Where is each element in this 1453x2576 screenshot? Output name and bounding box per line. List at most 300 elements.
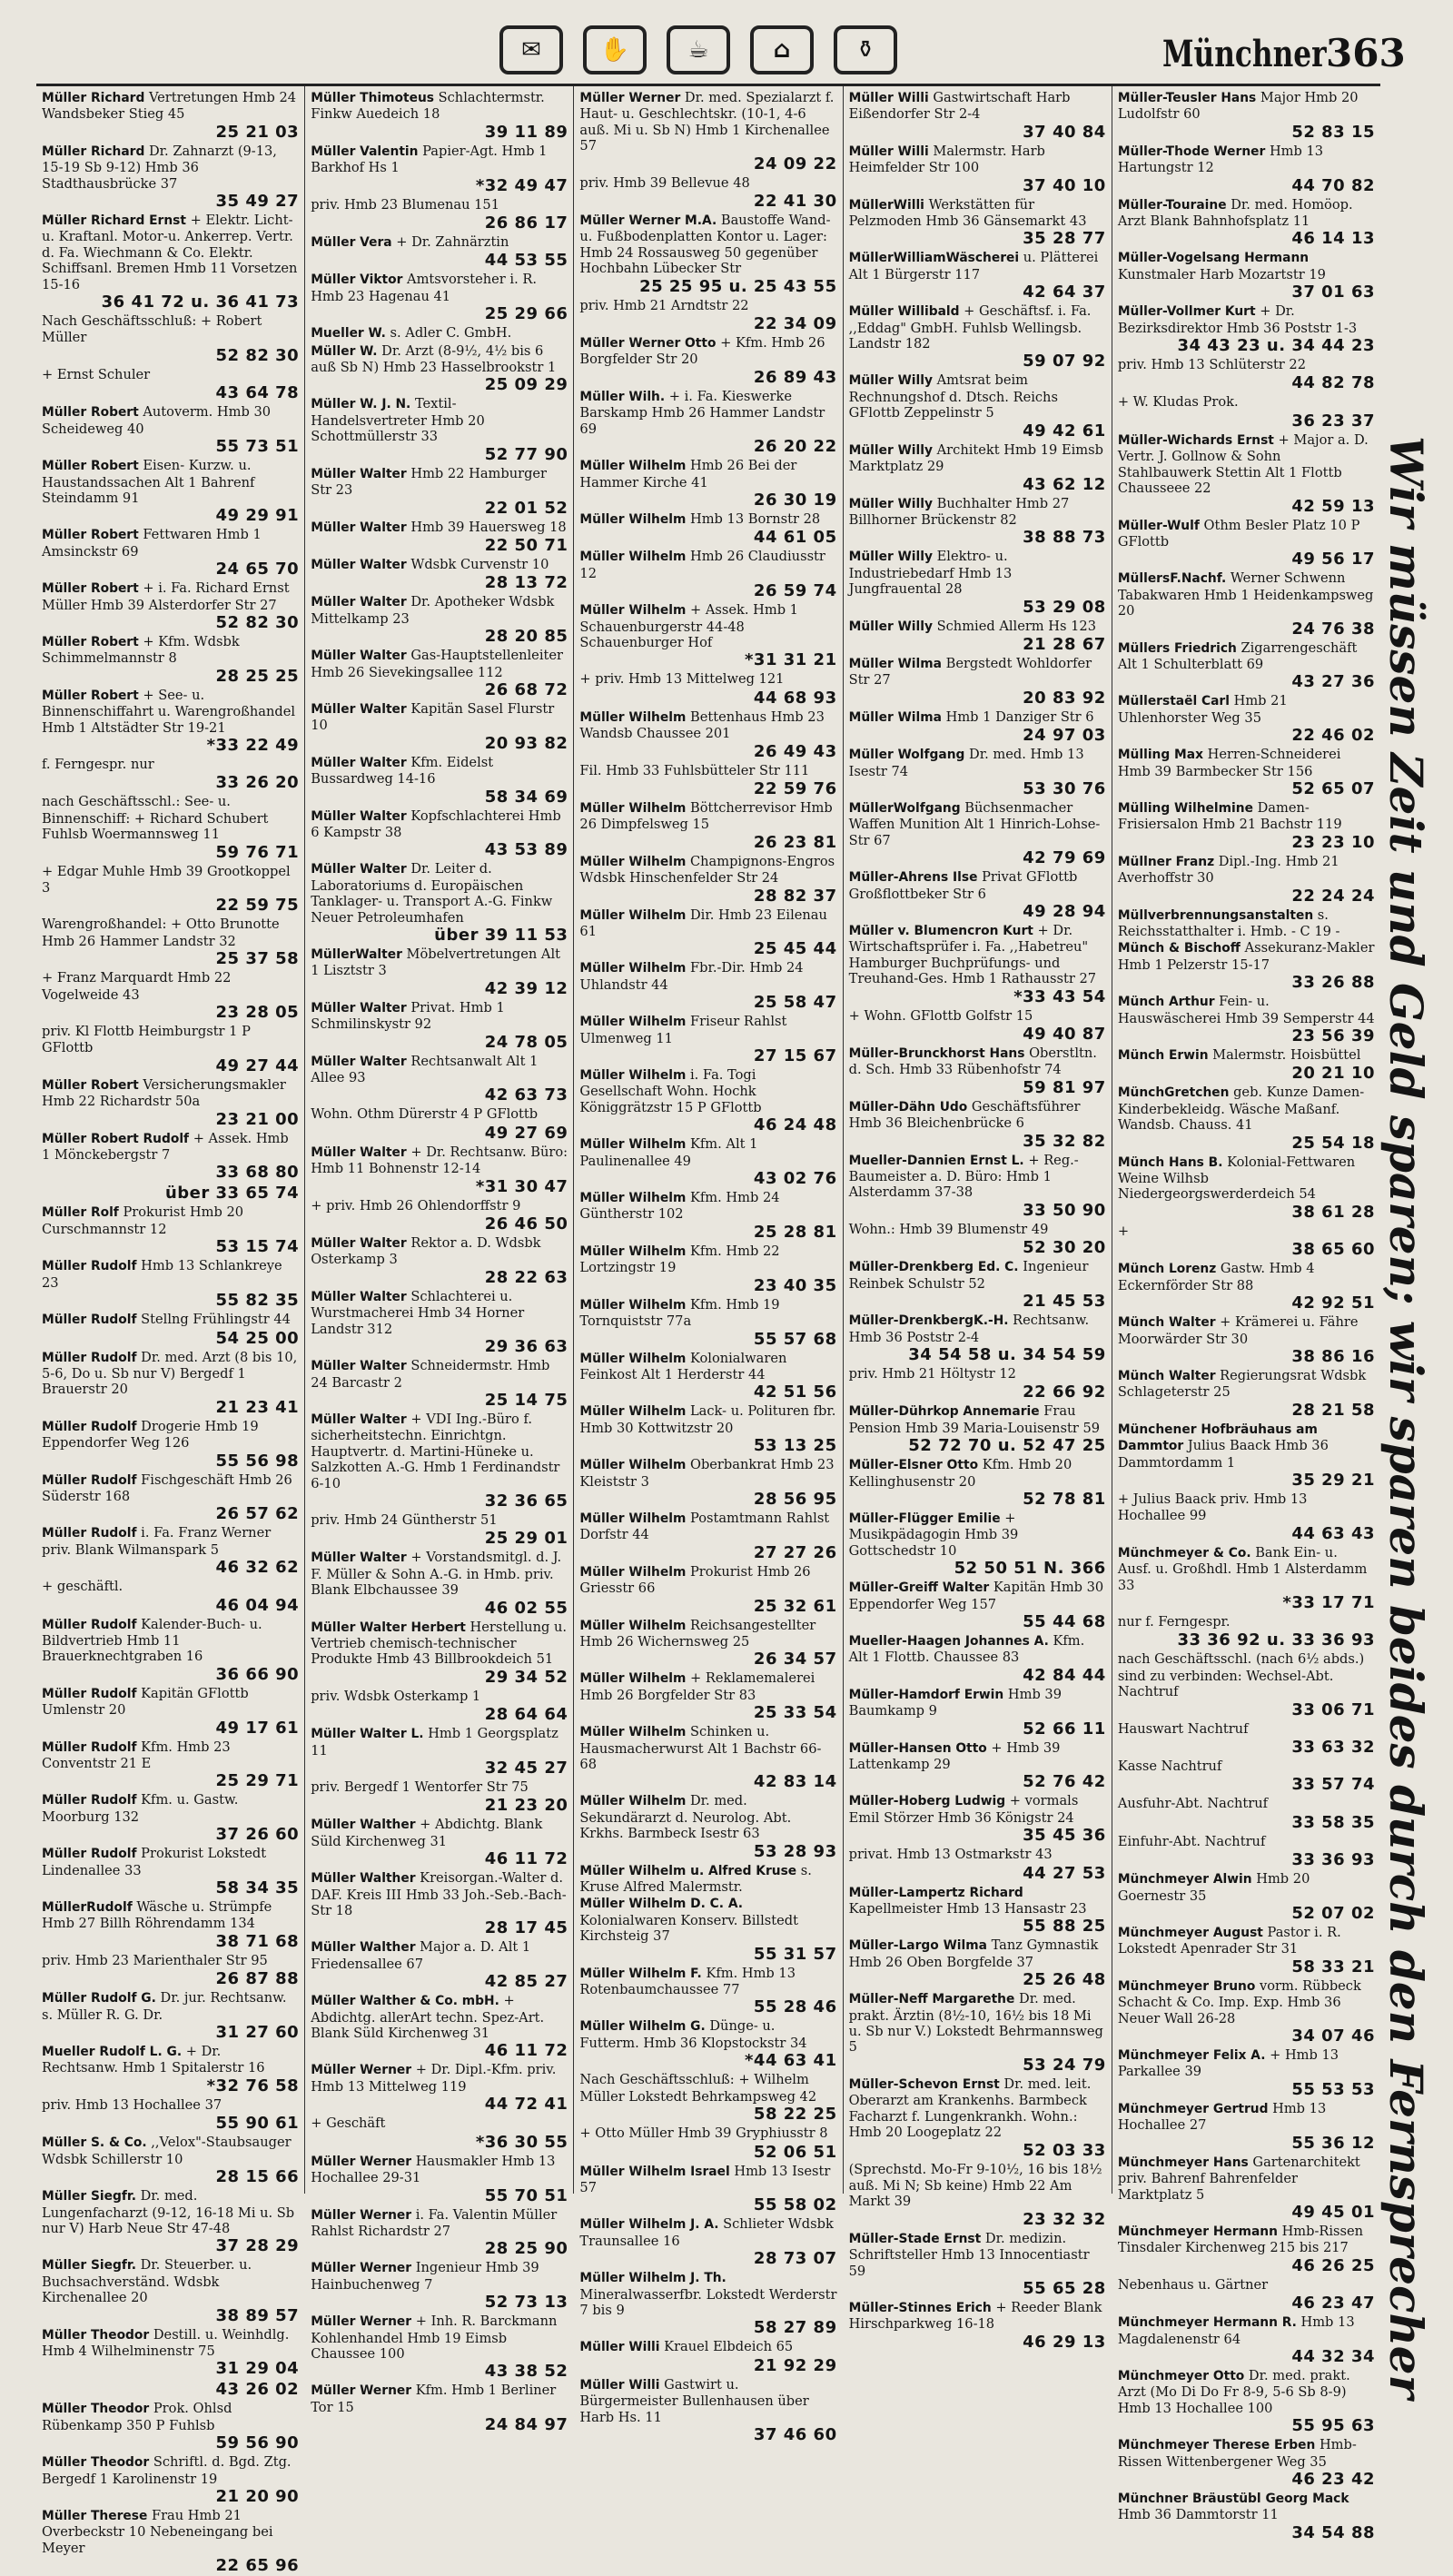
directory-entry	[849, 1403, 1106, 1456]
directory-entry	[1118, 1871, 1375, 1924]
entry-phone: 59 76 71	[215, 842, 300, 862]
entry-name: Müller Rudolf	[42, 1686, 137, 1701]
entry-phone: 25 25 95 u. 25 43 55	[639, 276, 837, 296]
entry-phone: 55 36 12	[1291, 2133, 1376, 2153]
entry-details: + Kfm. Hmb 26 Borgfelder Str 20	[579, 335, 825, 368]
entry-phone: 27 27 26	[753, 1542, 837, 1562]
entry-name: Müller Viktor	[311, 272, 403, 288]
directory-entry	[1118, 2047, 1375, 2100]
entry-phone: 49 40 87	[1023, 1025, 1106, 1045]
directory-entry	[849, 1740, 1106, 1793]
entry-phone: 25 29 01	[484, 1529, 568, 1549]
entry-details: Warengroßhandel: + Otto Brunotte Hmb 26 Hammer Landstr 32	[42, 916, 280, 949]
entry-details: Vertretungen Hmb 24 Wandsbeker Stieg 45	[42, 90, 297, 123]
entry-name: Müller Rudolf	[42, 1793, 137, 1808]
entry-details: Gas-Hauptstellenleiter Hmb 26 Sievekingsallee 112	[311, 648, 563, 680]
entry-phone: 34 43 23 u. 34 44 23	[1177, 336, 1376, 356]
entry-phone: 31 27 60	[215, 2023, 300, 2043]
entry-name: Müller Wilhelm	[579, 1404, 687, 1420]
entry-phone: 42 83 14	[753, 1772, 837, 1792]
entry-phone: 59 07 92	[1023, 352, 1106, 372]
directory-entry	[579, 960, 836, 1013]
entry-phone: 52 65 07	[1291, 778, 1376, 798]
entry-phone: 55 56 98	[215, 1451, 300, 1471]
entry-phone: 24 09 22	[753, 154, 837, 173]
entry-details: Architekt Hmb 19 Eimsb Marktplatz 29	[848, 441, 1103, 475]
entry-details: Drogerie Hmb 19 Eppendorfer Weg 126	[42, 1418, 259, 1451]
entry-details: Destill. u. Weinhdlg. Hmb 4 Wilhelminenstr 75	[42, 2326, 290, 2359]
entry-details: Herren-Schneiderei Hmb 39 Barmbecker Str 156	[1117, 747, 1341, 779]
directory-entry	[1118, 854, 1375, 907]
entry-details: Nach Geschäftsschluß: + Robert Müller	[42, 313, 262, 346]
entry-name: Müller Wilhelm	[579, 854, 687, 869]
entry-phone: 53 30 76	[1023, 778, 1106, 798]
entry-details: Frau Hmb 21 Overbeckstr 10 Nebeneingang bei Meyer	[42, 2507, 273, 2556]
entry-name: Müller Walter	[311, 1289, 407, 1304]
entry-name: Münch Lorenz	[1117, 1262, 1217, 1277]
entry-name: Müller Rudolf	[42, 1739, 137, 1755]
entry-name: Müller Walther	[311, 1818, 416, 1833]
entry-phone: *32 49 47	[475, 175, 568, 195]
entry-name: Müller-Stade Ernst	[848, 2231, 982, 2246]
entry-phone: 46 32 62	[215, 1558, 300, 1578]
entry-phone: 42 59 13	[1291, 496, 1376, 516]
entry-details: s. Adler C. GmbH.	[390, 325, 512, 342]
directory-entry	[849, 800, 1106, 868]
entry-name: Müller Walter	[311, 862, 407, 877]
entry-name: MüllerWalter	[311, 947, 402, 962]
directory-entry	[42, 757, 299, 793]
entry-name: Müller Walter	[311, 808, 407, 824]
entry-details: + Reklamemalerei Hmb 26 Borgfelder Str 83	[579, 1670, 815, 1703]
entry-details: + Dr. Zahnärztin	[396, 234, 509, 251]
entry-name: Müller Willy	[848, 550, 933, 565]
entry-details: + Franz Marquardt Hmb 22 Vogelweide 43	[42, 970, 232, 1003]
directory-entry	[311, 1620, 568, 1688]
entry-name: MüllerWilliamWäscherei	[848, 251, 1020, 266]
entry-name: Münchmeyer Otto	[1117, 2368, 1245, 2383]
entry-phone: 55 58 02	[753, 2195, 837, 2215]
entry-phone: 42 64 37	[1023, 282, 1106, 302]
entry-phone: 22 46 02	[1291, 726, 1376, 746]
entry-name: Münchmeyer Hans	[1117, 2155, 1249, 2170]
entry-details: + Ernst Schuler	[42, 366, 151, 382]
page-header	[36, 20, 1406, 86]
directory-entry	[42, 1312, 299, 1348]
directory-entry	[42, 313, 299, 366]
entry-name: Müller Werner	[311, 2261, 412, 2276]
directory-entry	[42, 90, 299, 143]
directory-entry	[1118, 1978, 1375, 2046]
directory-entry	[1118, 90, 1375, 143]
directory-entry	[849, 869, 1106, 922]
entry-details: Werner Schwenn Tabakwaren Hmb 1 Heidenkampsweg 20	[1117, 570, 1374, 619]
directory-entry	[579, 1243, 836, 1296]
header-city: Münchner	[1162, 33, 1327, 75]
entry-name: Müllner Franz	[1117, 854, 1215, 869]
entry-phone: *31 31 21	[745, 650, 837, 670]
entry-details: + Inh. R. Barckmann Kohlenhandel Hmb 19 Eimsb Chaussee 100	[311, 2313, 558, 2362]
entry-phone: 33 58 35	[1291, 1812, 1376, 1832]
directory-entry	[849, 1313, 1106, 1365]
entry-details: priv. Hmb 21 Höltystr 12	[848, 1365, 1016, 1382]
entry-name: Müller Wilhelm	[579, 709, 687, 725]
entry-phone: 25 29 71	[215, 1771, 300, 1791]
entry-details: Bank Ein- u. Ausf. u. Großhdl. Hmb 1 Alsterdamm 33	[1117, 1544, 1368, 1593]
entry-name: Müller Walter	[311, 520, 407, 535]
entry-name: Mueller-Haagen Johannes A.	[848, 1633, 1049, 1649]
entry-details: Kolonialwaren Konserv. Billstedt Kirchsteig 37	[579, 1912, 798, 1945]
entry-name: Müller Rudolf	[42, 1350, 137, 1365]
entry-phone: *33 43 54	[1013, 986, 1106, 1006]
directory-entry	[1118, 1261, 1375, 1313]
entry-details: Dir. Hmb 23 Eilenau 61	[579, 907, 827, 939]
entry-details: priv. Hmb 13 Hochallee 37	[42, 2096, 222, 2113]
entry-name: Müller Wilhelm F.	[579, 1966, 702, 1981]
entry-phone: über 39 11 53	[434, 926, 568, 945]
entry-phone: 43 02 76	[753, 1169, 837, 1189]
entry-phone: 49 45 01	[1291, 2202, 1376, 2222]
entry-name: Müller-Neff Margarethe	[848, 1992, 1015, 2007]
entry-name: Müller Walter	[311, 466, 407, 481]
entry-phone: *33 22 49	[206, 735, 300, 755]
entry-phone: 28 20 85	[484, 627, 568, 647]
directory-entry	[311, 1000, 568, 1053]
entry-phone: 52 50 51 N. 366	[954, 1559, 1106, 1579]
directory-entry	[311, 2260, 568, 2313]
entry-phone: 25 26 48	[1023, 1970, 1106, 1990]
entry-phone: 27 15 67	[753, 1046, 837, 1066]
entry-phone: 33 57 74	[1291, 1775, 1376, 1795]
entry-details: Elektro- u. Industriebedarf Hmb 13 Jungfrauental 28	[848, 549, 1013, 598]
entry-name: Müller Robert	[42, 688, 139, 703]
entry-phone: 22 24 24	[1291, 886, 1376, 906]
directory-entry	[579, 602, 836, 670]
entry-phone: 25 32 61	[753, 1596, 837, 1616]
entry-name: Müller Wolfgang	[848, 748, 965, 763]
entry-phone: 44 72 41	[484, 2095, 568, 2115]
entry-name: Müller-Hansen Otto	[848, 1740, 987, 1756]
entry-details: + Major a. D. Vertr. J. Gollnow & Sohn Stahlbauwerk Stettin Alt 1 Flottb Chausseee 22	[1117, 431, 1369, 497]
entry-details: Kunstmaler Harb Mozartstr 19	[1117, 266, 1326, 282]
directory-entry	[849, 1153, 1106, 1221]
entry-details: Dr. med. Sekundärarzt d. Neurolog. Abt. Krkhs. Barmbeck Isestr 63	[579, 1793, 792, 1842]
entry-details: + Abdichtg. allerArt techn. Spez-Art. Blank Süld Kirchenweg 31	[311, 1993, 545, 2042]
entry-phone: 55 44 68	[1023, 1611, 1106, 1631]
entry-phone: 58 34 69	[484, 787, 568, 807]
entry-phone: 55 28 46	[753, 1997, 837, 2017]
entry-name: Müller Werner	[311, 2207, 412, 2223]
entry-phone: 32 36 65	[484, 1491, 568, 1511]
entry-details: Böttcherrevisor Hmb 26 Dimpfelsweg 15	[579, 799, 833, 833]
entry-details: Hmb 22 Hamburger Str 23	[311, 465, 548, 499]
jar-icon: ⚱	[834, 25, 897, 74]
entry-phone: 34 54 88	[1291, 2522, 1376, 2542]
directory-entry	[579, 335, 836, 388]
entry-details: + Otto Müller Hmb 39 Gryphiusstr 8	[579, 2125, 828, 2142]
entry-phone: 44 68 93	[753, 688, 837, 708]
entry-phone: 26 59 74	[753, 581, 837, 601]
entry-phone: 21 28 67	[1023, 634, 1106, 654]
entry-phone: 20 93 82	[484, 733, 568, 753]
directory-entry	[311, 594, 568, 647]
directory-entry	[1118, 940, 1375, 993]
envelope-icon: ✉	[499, 25, 563, 74]
directory-entry	[42, 970, 299, 1023]
entry-details: Dr. Apotheker Wdsbk Mittelkamp 23	[311, 594, 555, 627]
directory-entry	[849, 1366, 1106, 1402]
directory-entry	[311, 1289, 568, 1357]
entry-name: Münch Walter	[1117, 1368, 1216, 1383]
entry-name: Müller Walther	[311, 1871, 416, 1887]
entry-name: Müller Walter	[311, 755, 407, 770]
entry-name: Müller Wilhelm	[579, 1351, 687, 1366]
entry-phone: 22 41 30	[753, 192, 837, 212]
directory-entry	[849, 2162, 1106, 2230]
entry-phone: 37 26 60	[215, 1825, 300, 1845]
entry-details: Dr. med. Spezialarzt f. Haut- u. Geschlechtskr. (10-1, 4-6 auß. Mi u. Sb N) Hmb 1 Kirchenallee 57	[579, 90, 835, 154]
entry-name: Müller Walter	[311, 1236, 407, 1252]
entry-name: Münch Hans B.	[1117, 1154, 1223, 1170]
directory-entry	[311, 2313, 568, 2382]
entry-details: Ausfuhr-Abt. Nachtruf	[1117, 1796, 1269, 1812]
entry-details: u. Plätterei Alt 1 Bürgerstr 117	[848, 250, 1099, 282]
entry-phone: 33 68 80	[215, 1163, 300, 1183]
directory-entry	[42, 2380, 299, 2400]
directory-entry	[1118, 1085, 1375, 1153]
entry-name: Müller Richard	[42, 91, 145, 105]
entry-phone: 24 65 70	[215, 560, 300, 580]
entry-phone: 26 68 72	[484, 679, 568, 699]
entry-name: Müller-Wichards Ernst	[1117, 432, 1274, 448]
entry-details: Gastwirt u. Bürgermeister Bullenhausen über Harb Hs. 11	[579, 2376, 809, 2425]
entry-name: Müller Therese	[42, 2508, 148, 2523]
entry-details: + Elektr. Licht- u. Kraftanl. Motor-u. Ankerrep. Vertr. d. Fa. Wiechmann & Co. Elektr. Schiffsanl. Bremen Hmb 11 Vorsetzen 15-16	[42, 213, 298, 292]
entry-details: Prokurist Lokstedt Lindenallee 33	[42, 1846, 267, 1878]
entry-phone: 25 21 03	[215, 122, 300, 142]
directory-entry	[849, 442, 1106, 495]
entry-name: Müller Wilhelm	[579, 511, 687, 527]
directory-entry	[579, 2125, 836, 2162]
entry-phone: 58 22 25	[753, 2105, 837, 2125]
entry-details: + vormals Emil Störzer Hmb 36 Königstr 24	[848, 1793, 1079, 1826]
directory-entry	[579, 298, 836, 334]
directory-entry	[1118, 1047, 1375, 1084]
entry-phone: 55 57 68	[753, 1329, 837, 1349]
entry-phone: 28 82 37	[753, 886, 837, 906]
entry-details: Dr. med. leit. Oberarzt am Krankenhs. Barmbeck Facharzt f. Lungenkrankh. Wohn.: Hmb 20 Loogeplatz 22	[848, 2076, 1092, 2141]
directory-entry	[311, 520, 568, 556]
entry-name: Müller Theodor	[42, 2455, 150, 2471]
entry-name: Müller Werner	[311, 2383, 412, 2399]
directory-entry	[42, 1350, 299, 1418]
entry-name: Mülling Wilhelmine	[1117, 800, 1253, 816]
directory-entry	[1118, 570, 1375, 639]
directory-entry	[579, 1457, 836, 1510]
entry-phone: 58 27 89	[753, 2318, 837, 2338]
entry-details: Dr. Zahnarzt (9-13, 15-19 Sb 9-12) Hmb 36 Stadthausbrücke 37	[42, 143, 277, 192]
entry-phone: 26 87 88	[215, 1969, 300, 1989]
entry-phone: 31 29 04	[215, 2359, 300, 2379]
entry-name: Müller-Hoberg Ludwig	[848, 1794, 1006, 1809]
entry-name: Müller Wilhelm u. Alfred Kruse	[579, 1863, 797, 1878]
directory-entry	[1118, 1759, 1375, 1795]
entry-name: Müller-Stinnes Erich	[848, 2300, 992, 2315]
entry-name: Müller Robert Rudolf	[42, 1131, 190, 1146]
directory-entry	[849, 303, 1106, 372]
directory-entry	[849, 372, 1106, 441]
entry-phone: 33 26 88	[1291, 973, 1376, 993]
entry-details: Schriftl. d. Bgd. Ztg. Bergedf 1 Karolinenstr 19	[42, 2454, 292, 2487]
entry-details: Pastor i. R. Lokstedt Apenrader Str 31	[1117, 1925, 1341, 1957]
entry-phone: 21 23 20	[484, 1796, 568, 1816]
entry-name: Müller Siegfr.	[42, 2189, 136, 2204]
entry-details: Ingenieur Reinbek Schulstr 52	[848, 1259, 1089, 1292]
entry-details: priv. Hmb 39 Bellevue 48	[579, 174, 750, 191]
directory-entry	[849, 1511, 1106, 1579]
entry-phone: 26 34 57	[753, 1650, 837, 1669]
entry-details: Hmb 21 Uhlenhorster Weg 35	[1117, 693, 1288, 726]
entry-name: MüllerWolfgang	[848, 800, 961, 816]
directory-entry	[579, 511, 836, 548]
directory-entry	[1118, 432, 1375, 517]
directory-entry	[849, 923, 1106, 1007]
entry-details: Major Hmb 20 Ludolfstr 60	[1117, 90, 1359, 123]
directory-entry	[579, 175, 836, 212]
directory-entry	[42, 1258, 299, 1311]
entry-name: Müller-DrenkbergK.-H.	[848, 1313, 1009, 1329]
entry-name: Müllverbrennungsanstalten	[1117, 907, 1314, 923]
entry-name: Münch & Bischoff	[1117, 941, 1240, 956]
entry-details: + Abdichtg. Blank Süld Kirchenweg 31	[311, 1817, 543, 1849]
entry-details: Werkstätten für Pelzmoden Hmb 36 Gänsemarkt 43	[848, 196, 1087, 230]
entry-details: Hmb 13 Hartungstr 12	[1117, 143, 1324, 176]
entry-details: Dr. med. Lungenfacharzt (9-12, 16-18 Mi u. Sb nur V) Harb Neue Str 47-48	[42, 2188, 295, 2236]
entry-name: Müller Walter	[311, 649, 407, 664]
entry-details: Kolonial-Fettwaren Weine Wilhsb Niedergeorgswerderdeich 54	[1117, 1154, 1356, 1203]
entry-name: MünchGretchen	[1117, 1085, 1230, 1101]
entry-phone: 46 23 47	[1291, 2294, 1376, 2313]
entry-name: Müller-Hamdorf Erwin	[848, 1687, 1004, 1702]
entry-phone: 49 28 94	[1023, 902, 1106, 921]
pictogram-row	[499, 25, 897, 74]
entry-details: Julius Baack Hmb 36 Dammtordamm 1	[1117, 1438, 1329, 1471]
entry-details: Dünge- u. Futterm. Hmb 36 Klopstockstr 34	[579, 2018, 807, 2051]
entry-name: Müller Walter	[311, 595, 407, 610]
entry-details: Kasse Nachtruf	[1117, 1759, 1222, 1774]
entry-name: Müller Wilhelm	[579, 1191, 687, 1206]
entry-details: Zigarrengeschäft Alt 1 Schulterblatt 69	[1117, 639, 1358, 672]
entry-details: Bettenhaus Hmb 23 Wandsb Chaussee 201	[579, 708, 825, 742]
directory-entry	[849, 1580, 1106, 1632]
entry-phone: 42 85 27	[484, 1972, 568, 1992]
entry-details: Hmb 26 Bei der Hammer Kirche 41	[579, 458, 797, 490]
entry-details: + Reg.-Baumeister a. D. Büro: Hmb 1 Alsterdamm 37-38	[848, 1152, 1079, 1201]
entry-details: Dr. med. prakt. Ärztin (8½-10, 16½ bis 18 Mi u. Sb nur V.) Lokstedt Behrmannsweg 5	[848, 1991, 1103, 2056]
entry-details: + Geschäftsf. i. Fa. ,,Eddag" GmbH. Fuhlsb Wellingsb. Landstr 182	[848, 303, 1092, 352]
directory-entry	[311, 1870, 568, 1938]
entry-name: Müller Wilhelm	[579, 1725, 687, 1740]
entry-phone: 38 89 57	[215, 2305, 300, 2325]
entry-details: Gastwirtschaft Harb Eißendorfer Str 2-4	[848, 90, 1071, 123]
entry-phone: 34 07 46	[1291, 2026, 1376, 2046]
entry-details: + i. Fa. Kieswerke Barskamp Hmb 26 Hammer Landstr 69	[579, 388, 825, 437]
entry-name: Müller Wilhelm	[579, 550, 687, 565]
entry-name: Müller-Touraine	[1117, 197, 1227, 213]
entry-phone: 44 70 82	[1291, 175, 1376, 195]
entry-details: nach Geschäftsschl. (nach 6½ abds.) sind zu verbinden: Wechsel-Abt. Nachtruf	[1117, 1651, 1365, 1700]
entry-phone: 36 23 37	[1291, 411, 1376, 431]
entry-phone: 34 54 58 u. 34 54 59	[908, 1344, 1106, 1364]
entry-details: Hmb 20 Goernestr 35	[1117, 1871, 1310, 1904]
entry-details: Malermstr. Harb Heimfelder Str 100	[848, 143, 1045, 176]
directory-entry	[1118, 640, 1375, 693]
entry-details: + See- u. Binnenschiffahrt u. Warengroßhandel Hmb 1 Altstädter Str 19-21	[42, 687, 296, 736]
directory-entry	[311, 1550, 568, 1618]
entry-details: priv. Hmb 23 Blumenau 151	[311, 196, 499, 213]
column-3	[574, 86, 843, 2444]
entry-phone: 25 14 75	[484, 1390, 568, 1410]
entry-details: Tanz Gymnastik Hmb 26 Oben Borgfelde 37	[848, 1937, 1099, 1970]
entry-name: Müller Wilhelm	[579, 1243, 687, 1259]
entry-phone: 26 30 19	[753, 490, 837, 510]
directory-entry	[42, 2044, 299, 2096]
entry-phone: über 33 65 74	[164, 1184, 300, 1204]
entry-phone: 28 25 90	[484, 2239, 568, 2259]
entry-name: Müller Wilhelm	[579, 459, 687, 474]
entry-name: Müller Wilma	[848, 656, 942, 671]
entry-phone: 33 63 32	[1291, 1738, 1376, 1757]
entry-name: Müller Rudolf	[42, 1313, 137, 1328]
entry-name: Müllerstaël Carl	[1117, 694, 1230, 709]
entry-name: Müller Robert	[42, 528, 139, 543]
directory-entry	[311, 325, 568, 342]
entry-name: MüllerWilli	[848, 197, 924, 213]
entry-phone: 52 83 15	[1291, 122, 1376, 142]
entry-details: Schinken u. Hausmacherwurst Alt 1 Bachstr 66-68	[579, 1724, 822, 1772]
directory-entry	[1118, 1314, 1375, 1367]
entry-details: Gastw. Hmb 4 Eckernförder Str 88	[1117, 1261, 1315, 1293]
entry-details: Kfm. Hmb 13 Rotenbaumchaussee 77	[579, 1965, 796, 1998]
entry-details: + Vorstandsmitgl. d. J. F. Müller & Sohn A.-G. in Hmb. priv. Blank Elbchaussee 39	[311, 1550, 562, 1599]
entry-name: Müller-Teusler Hans	[1117, 91, 1257, 105]
directory-entry	[311, 755, 568, 807]
entry-details: + Assek. Hmb 1 Schauenburgerstr 44-48 Schauenburger Hof	[579, 602, 798, 650]
directory-entry	[1118, 2437, 1375, 2490]
entry-name: Müller Rudolf	[42, 1419, 137, 1434]
entry-phone: 52 06 51	[753, 2142, 837, 2162]
entry-phone: 33 36 92 u. 33 36 93	[1177, 1630, 1376, 1650]
entry-name: Münchmeyer Felix A.	[1117, 2048, 1266, 2064]
entry-phone: 55 88 25	[1023, 1917, 1106, 1937]
directory-entry	[579, 1190, 836, 1243]
entry-name: Mueller Rudolf L. G.	[42, 2045, 183, 2060]
entry-name: Müller-Thode Werner	[1117, 144, 1266, 159]
entry-name: Mueller W.	[311, 326, 386, 342]
directory-entry	[311, 1358, 568, 1411]
entry-details: Kfm. Hmb 22 Lortzingstr 19	[579, 1243, 780, 1276]
entry-name: Müller-Vogelsang Hermann	[1117, 251, 1310, 266]
entry-name: Müller Wilma	[848, 709, 942, 725]
entry-phone: 22 66 92	[1023, 1382, 1106, 1402]
directory-entry	[849, 1847, 1106, 1883]
entry-phone: 35 45 36	[1023, 1826, 1106, 1846]
entry-phone: 42 79 69	[1023, 848, 1106, 868]
entry-name: Müller-Dähn Udo	[848, 1099, 968, 1115]
directory-entry	[311, 90, 568, 143]
directory-entry	[42, 688, 299, 756]
directory-entry	[311, 272, 568, 324]
